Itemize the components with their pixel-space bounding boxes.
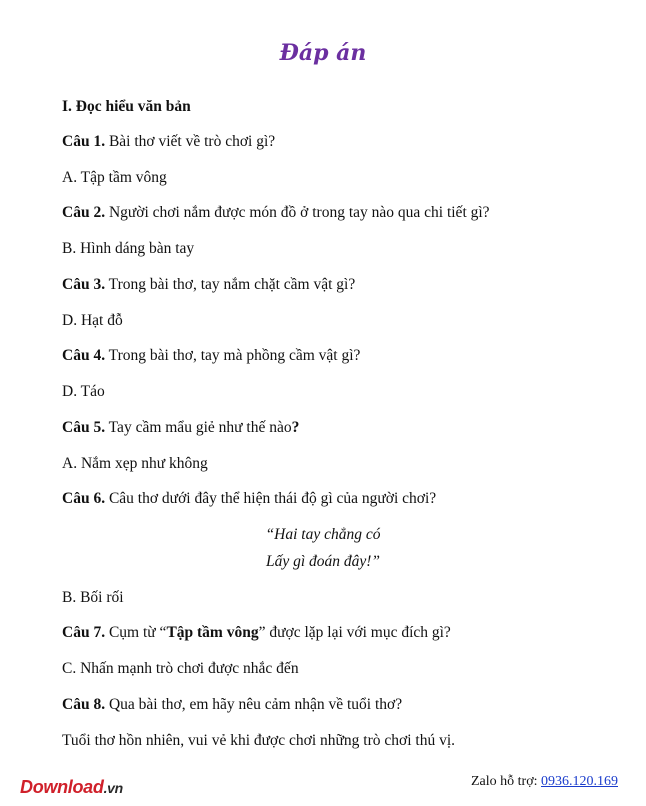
answer-6: B. Bối rối [62,589,124,606]
question-5: Câu 5. Tay cầm mẩu giẻ như thế nào? [62,419,300,436]
section-heading: I. Đọc hiểu văn bản [62,98,191,115]
poem-quote-line-1: “Hai tay chẳng có [265,526,381,543]
question-2: Câu 2. Người chơi nắm được món đồ ở trong tay nào qua chi tiết gì? [62,204,490,221]
support-contact [471,774,618,790]
support-phone-link[interactable]: 0936.120.169 [541,774,618,789]
answer-3: D. Hạt đỗ [62,312,123,329]
answer-5: A. Nắm xẹp như không [62,455,208,472]
logo-main-text: Download [20,777,104,797]
answer-8: Tuổi thơ hồn nhiên, vui vẻ khi được chơi những trò chơi thú vị. [62,732,456,749]
download-logo[interactable] [20,777,123,798]
poem-quote-line-2: Lấy gì đoán đây!” [265,553,381,570]
answer-2: B. Hình dáng bàn tay [62,240,195,257]
question-7: Câu 7. Cụm từ “Tập tầm vông” được lặp lại với mục đích gì? [62,624,451,641]
question-3: Câu 3. Trong bài thơ, tay nắm chặt cầm vật gì? [62,276,356,293]
support-label: Zalo hỗ trợ: [471,774,541,789]
question-4: Câu 4. Trong bài thơ, tay mà phồng cầm vật gì? [62,347,361,364]
answer-1: A. Tập tầm vông [62,169,167,186]
page-title: Đáp án [279,40,367,66]
question-1: Câu 1. Bài thơ viết về trò chơi gì? [62,133,276,150]
question-6: Câu 6. Câu thơ dưới đây thể hiện thái độ gì của người chơi? [62,490,437,507]
answer-7: C. Nhấn mạnh trò chơi được nhắc đến [62,660,299,677]
question-8: Câu 8. Qua bài thơ, em hãy nêu cảm nhận về tuổi thơ? [62,696,403,713]
answer-4: D. Táo [62,383,105,400]
logo-tld-text: .vn [103,780,123,796]
